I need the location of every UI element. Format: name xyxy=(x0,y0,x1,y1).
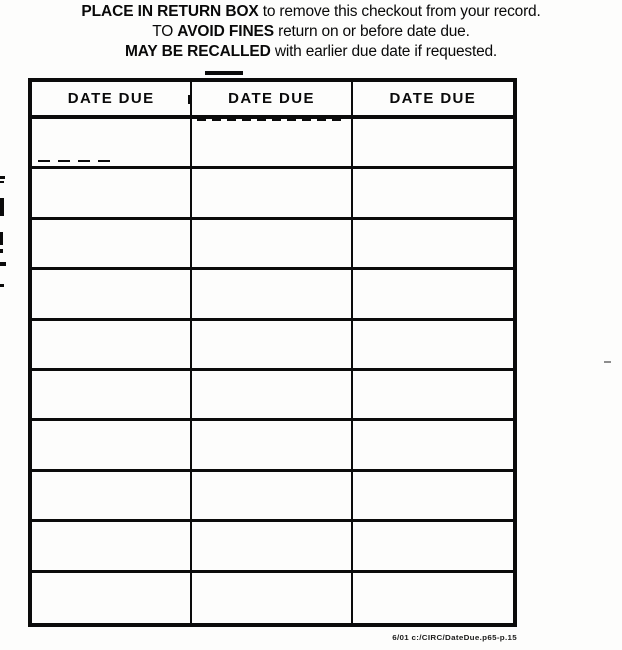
scan-artifact xyxy=(197,119,347,121)
date-due-cell xyxy=(192,321,352,371)
date-due-cell xyxy=(32,220,192,270)
footer-imprint: 6/01 c:/CIRC/DateDue.p65-p.15 xyxy=(392,633,517,642)
date-due-cell xyxy=(32,522,192,572)
scan-artifact xyxy=(604,361,611,363)
scan-artifact xyxy=(0,249,3,253)
date-due-cell xyxy=(192,270,352,320)
date-due-cell xyxy=(192,220,352,270)
date-due-cell xyxy=(192,573,352,623)
date-due-cell xyxy=(32,321,192,371)
scan-artifact xyxy=(0,181,4,183)
date-due-cell xyxy=(353,371,513,421)
notice-line-2 xyxy=(0,22,622,42)
date-due-cell xyxy=(32,371,192,421)
date-due-cell xyxy=(353,119,513,169)
notice-line-2-pre: TO xyxy=(152,23,178,40)
date-due-cell xyxy=(32,472,192,522)
date-due-cell xyxy=(32,573,192,623)
date-due-cell xyxy=(353,522,513,572)
notice-line-1 xyxy=(0,2,622,22)
date-due-cell xyxy=(353,472,513,522)
scan-artifact xyxy=(188,95,192,104)
scan-artifact xyxy=(0,284,4,287)
scan-artifact xyxy=(0,232,3,245)
date-due-cell xyxy=(353,573,513,623)
date-due-cell xyxy=(32,270,192,320)
date-due-cell xyxy=(192,119,352,169)
date-due-column-header: DATE DUE xyxy=(192,82,352,119)
date-due-cell xyxy=(32,421,192,471)
scan-artifact xyxy=(38,160,118,162)
notice-line-2-bold: AVOID FINES xyxy=(177,23,275,40)
date-due-cell xyxy=(353,220,513,270)
date-due-cell xyxy=(192,421,352,471)
return-notice xyxy=(0,2,622,62)
notice-line-3 xyxy=(0,42,622,62)
date-due-cell xyxy=(192,522,352,572)
date-due-cell xyxy=(32,169,192,219)
date-due-cell xyxy=(353,321,513,371)
notice-line-3-bold: MAY BE RECALLED xyxy=(124,43,271,60)
scan-artifact xyxy=(0,262,6,266)
date-due-cell xyxy=(353,169,513,219)
date-due-cell xyxy=(353,421,513,471)
scan-artifact xyxy=(205,71,243,75)
notice-line-3-rest: with earlier due date if requested. xyxy=(270,43,498,60)
date-due-column-header: DATE DUE xyxy=(353,82,513,119)
notice-line-1-bold: PLACE IN RETURN BOX xyxy=(81,3,259,20)
notice-line-2-rest: return on or before date due. xyxy=(274,23,470,40)
date-due-table-grid xyxy=(32,82,513,623)
scan-artifact xyxy=(0,176,5,179)
date-due-cell xyxy=(353,270,513,320)
notice-line-1-rest: to remove this checkout from your record. xyxy=(258,3,541,20)
date-due-column-header: DATE DUE xyxy=(32,82,192,119)
date-due-cell xyxy=(192,371,352,421)
date-due-cell xyxy=(192,169,352,219)
scan-artifact xyxy=(0,198,4,216)
date-due-cell xyxy=(192,472,352,522)
